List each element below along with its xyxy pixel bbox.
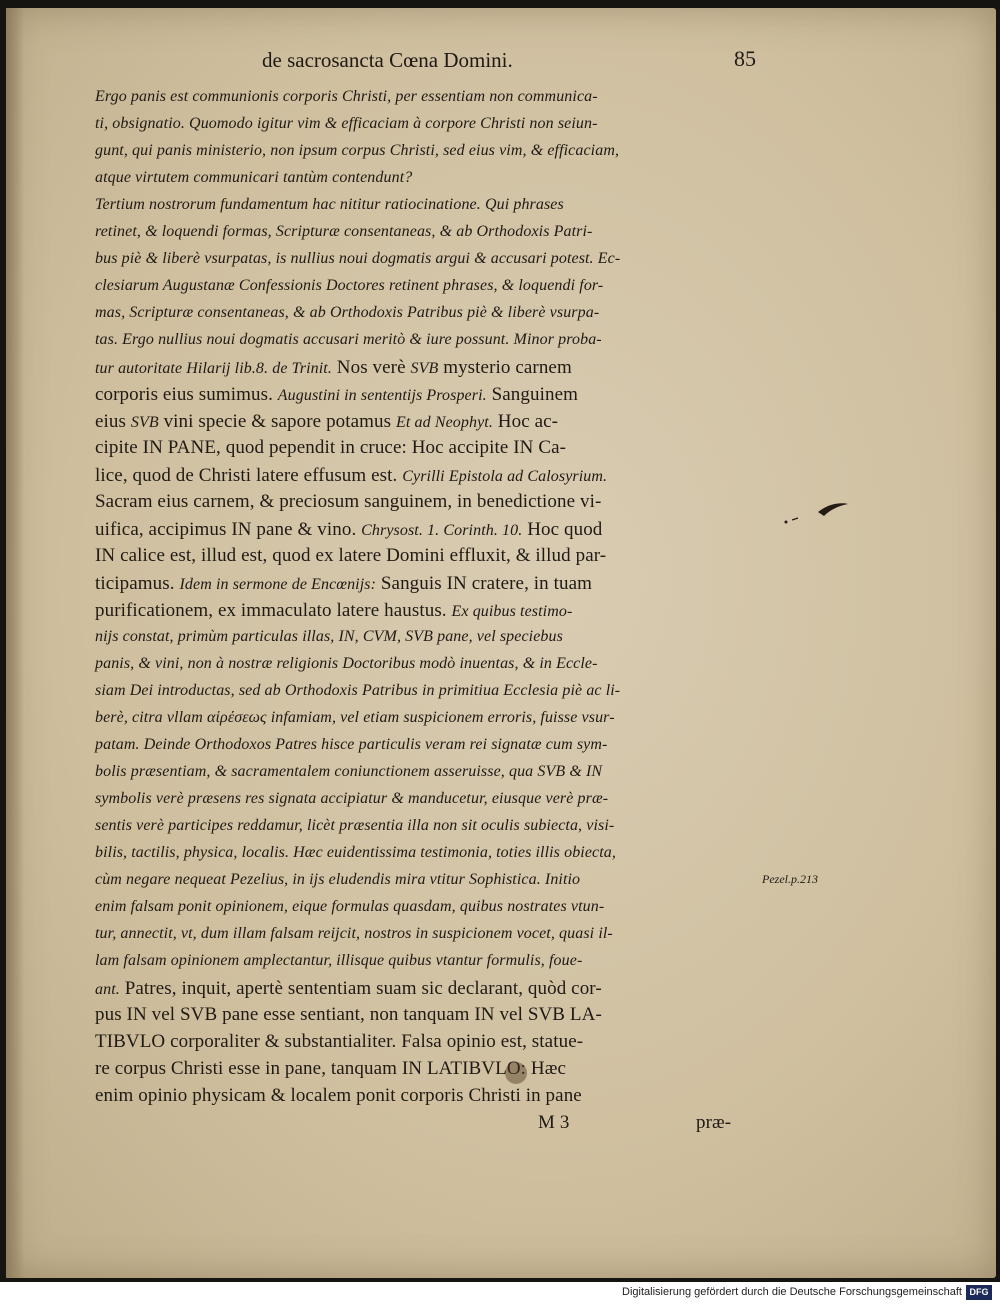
text-segment: Sanguis IN cratere, in tuam: [376, 573, 592, 594]
text-segment: ticipamus.: [95, 573, 180, 594]
text-segment: SVB: [410, 360, 439, 377]
text-line: enim opinio physicam & localem ponit corporis Christi in pane: [95, 1085, 582, 1106]
text-line: pus IN vel SVB pane esse sentiant, non tanquam IN vel SVB LA-: [95, 1004, 602, 1025]
text-line: berè, citra vllam αἱρέσεως infamiam, vel etiam suspicionem erroris, fuisse vsur-: [95, 709, 615, 726]
text-segment: Chrysost. 1. Corinth. 10.: [361, 522, 523, 539]
text-line: tas. Ergo nullius noui dogmatis accusari meritò & iure possunt. Minor proba-: [95, 331, 602, 348]
text-line: nijs constat, primùm particulas illas, IN, CVM, SVB pane, vel speciebus: [95, 628, 563, 645]
text-segment: Hoc quod: [522, 519, 603, 540]
text-line: IN calice est, illud est, quod ex latere Domini effluxit, & illud par-: [95, 545, 607, 566]
text-line: [95, 597, 760, 625]
text-line: gunt, qui panis ministerio, non ipsum corpus Christi, sed eius vim, & efficaciam,: [95, 142, 620, 159]
text-segment: Idem in sermone de Encœnijs:: [179, 576, 377, 593]
text-line: re corpus Christi esse in pane, tanquam IN LATIBVLO: Hæc: [95, 1058, 566, 1079]
text-line: patam. Deinde Orthodoxos Patres hisce particulis veram rei signatæ cum sym-: [95, 736, 608, 753]
text-segment: Sanguinem: [486, 384, 578, 405]
text-segment: Hoc ac-: [492, 411, 559, 432]
text-line: ti, obsignatio. Quomodo igitur vim & efficaciam à corpore Christi non seiun-: [95, 115, 598, 132]
text-line: cipite IN PANE, quod pependit in cruce: Hoc accipite IN Ca-: [95, 437, 567, 458]
text-segment: mysterio carnem: [438, 357, 572, 378]
text-segment: Ex quibus testimo-: [451, 603, 573, 620]
page-number: 85: [734, 46, 756, 71]
page-gutter-shadow: [6, 8, 24, 1278]
scan-footer: [0, 1282, 1000, 1305]
text-line: panis, & vini, non à nostræ religionis Doctoribus modò inuentas, & in Eccle-: [95, 655, 598, 672]
signature-mark: M 3: [538, 1112, 570, 1133]
text-line: bilis, tactilis, physica, localis. Hæc euidentissima testimonia, toties illis obiecta,: [95, 844, 617, 861]
text-line: [95, 462, 760, 490]
text-line: sentis verè participes reddamur, licèt præsentia illa non sit oculis subiecta, visi-: [95, 817, 615, 834]
text-segment: Augustini in sententijs Prosperi.: [277, 387, 487, 404]
text-segment: Patres, inquit, apertè sententiam suam sic declarant, quòd cor-: [119, 978, 602, 999]
text-line: Sacram eius carnem, & preciosum sanguinem, in benedictione vi-: [95, 491, 602, 512]
running-title: de sacrosancta Cœna Domini.: [262, 48, 513, 72]
text-segment: vini specie & sapore potamus: [158, 411, 396, 432]
text-line: bolis præsentiam, & sacramentalem coniunctionem asseruisse, qua SVB & IN: [95, 763, 603, 780]
text-line: symbolis verè præsens res signata accipiatur & manducetur, eiusque verè præ-: [95, 790, 609, 807]
text-line: TIBVLO corporaliter & substantialiter. Falsa opinio est, statue-: [95, 1031, 584, 1052]
text-line: [95, 354, 760, 382]
text-line: [95, 381, 760, 409]
text-line: tur, annectit, vt, dum illam falsam reijcit, nostros in suspicionem vocet, quasi il-: [95, 925, 613, 942]
text-line: Ergo panis est communionis corporis Christi, per essentiam non communica-: [95, 88, 598, 105]
text-segment: Cyrilli Epistola ad Calosyrium.: [402, 468, 608, 485]
text-segment: lice, quod de Christi latere effusum est.: [95, 465, 403, 486]
text-line: siam Dei introductas, sed ab Orthodoxis Patribus in primitiua Ecclesia piè ac li-: [95, 682, 621, 699]
text-segment: SVB: [130, 414, 159, 431]
text-segment: corporis eius sumimus.: [95, 384, 278, 405]
text-line: [95, 408, 760, 436]
dfg-logo-icon: DFG: [966, 1285, 992, 1300]
ink-mark-icon: [780, 498, 850, 528]
text-segment: ant.: [95, 981, 120, 998]
dfg-credit: Digitalisierung gefördert durch die Deutsche Forschungsgemeinschaft: [622, 1286, 962, 1298]
text-line: lam falsam opinionem amplectantur, illisque quibus vtantur formulis, foue-: [95, 952, 583, 969]
text-line: [95, 975, 760, 1003]
text-segment: tur autoritate Hilarij lib.8. de Trinit.: [95, 360, 332, 377]
text-line: enim falsam ponit opinionem, eique formulas quasdam, quibus nostrates vtun-: [95, 898, 605, 915]
text-line: Tertium nostrorum fundamentum hac nititur ratiocinatione. Qui phrases: [95, 196, 564, 213]
text-segment: eius: [95, 411, 131, 432]
text-segment: purificationem, ex immaculato latere haustus.: [95, 600, 452, 621]
text-segment: Et ad Neophyt.: [396, 414, 493, 431]
text-line: clesiarum Augustanæ Confessionis Doctores retinent phrases, & loquendi for-: [95, 277, 604, 294]
text-line: cùm negare nequeat Pezelius, in ijs eludendis mira vtitur Sophistica. Initio: [95, 871, 581, 888]
margin-note: Pezel.p.213: [762, 872, 818, 886]
text-line: [95, 570, 760, 598]
catchword: præ-: [696, 1112, 732, 1133]
text-line: mas, Scripturæ consentaneas, & ab Orthodoxis Patribus piè & liberè vsurpa-: [95, 304, 600, 321]
text-segment: Nos verè: [331, 357, 411, 378]
text-line: bus piè & liberè vsurpatas, is nullius noui dogmatis argui & accusari potest. Ec-: [95, 250, 621, 267]
text-line: atque virtutem communicari tantùm contendunt?: [95, 169, 413, 186]
text-line: retinet, & loquendi formas, Scripturæ consentaneas, & ab Orthodoxis Patri-: [95, 223, 593, 240]
text-line: [95, 516, 760, 544]
ink-stain: [505, 1062, 527, 1084]
text-segment: uifica, accipimus IN pane & vino.: [95, 519, 362, 540]
